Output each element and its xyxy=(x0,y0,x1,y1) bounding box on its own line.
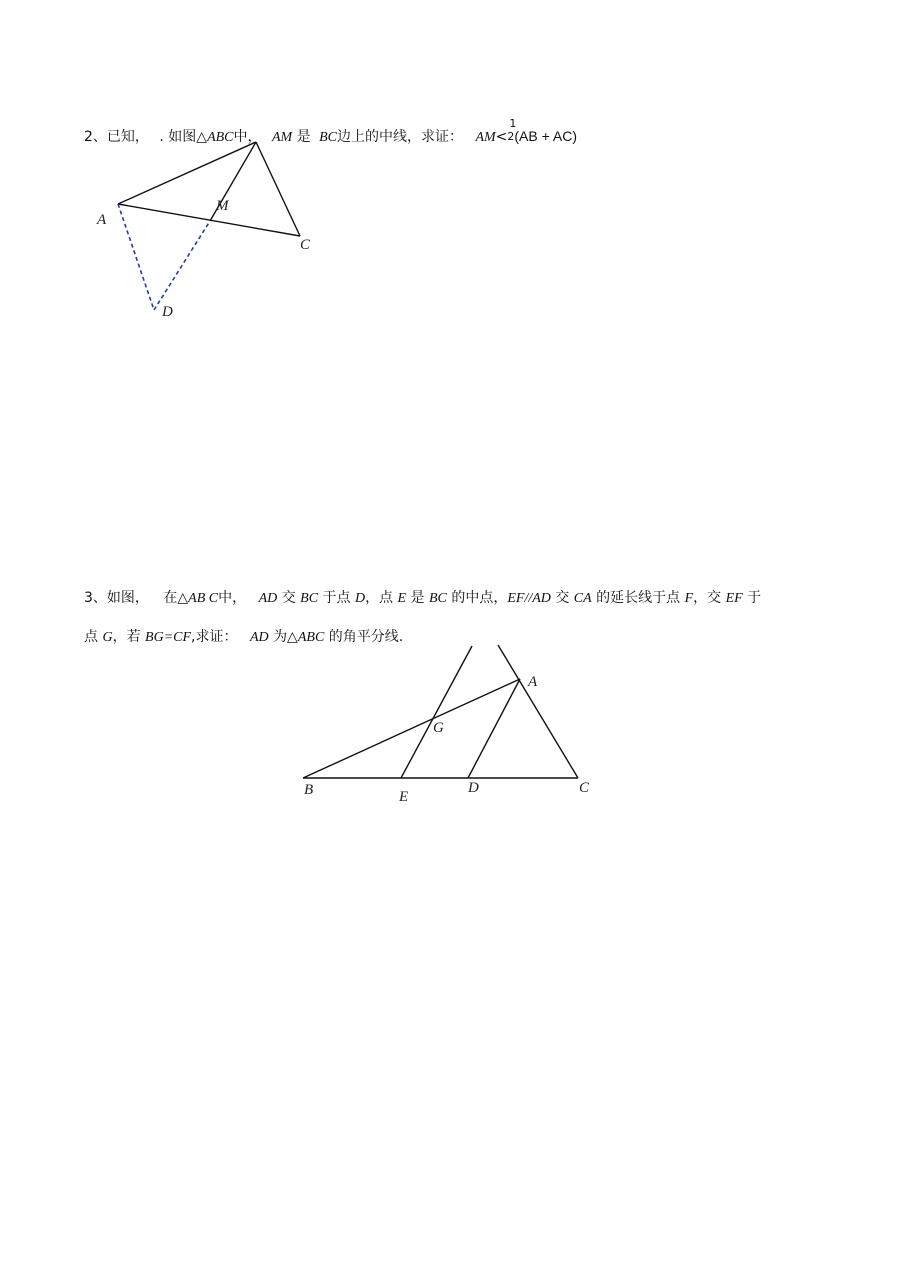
label-d: D xyxy=(468,780,479,796)
label-a: A xyxy=(528,674,538,690)
problem-3-statement-line-1: 3、如图， 在△AB C中， AD 交 BC 于点 D，点 E 是 BC 的中点，EF//AD 交 CA 的延长线于点 F，交 EF 于 xyxy=(84,590,762,606)
problem-number: 2 xyxy=(84,129,93,145)
label-a: A xyxy=(97,212,107,228)
label-b: B xyxy=(304,782,314,798)
label-c: C xyxy=(300,237,311,253)
problem-2-statement: 2、已知， . 如图△ABC中， AM 是 BC边上的中线，求证： AM< 1 2(AB + AC) xyxy=(84,117,578,145)
problem-3-statement-line-2: 点 G，若 BG=CF,求证： AD 为△ABC 的角平分线. xyxy=(84,629,404,645)
sum-expression: (AB + AC) xyxy=(514,128,578,144)
label-c: C xyxy=(579,780,590,796)
label-e: E xyxy=(399,789,409,805)
label-m: M xyxy=(216,198,229,214)
label-g: G xyxy=(433,720,444,736)
label-d: D xyxy=(162,304,173,320)
fraction-one-half: 1 2 xyxy=(507,117,517,143)
